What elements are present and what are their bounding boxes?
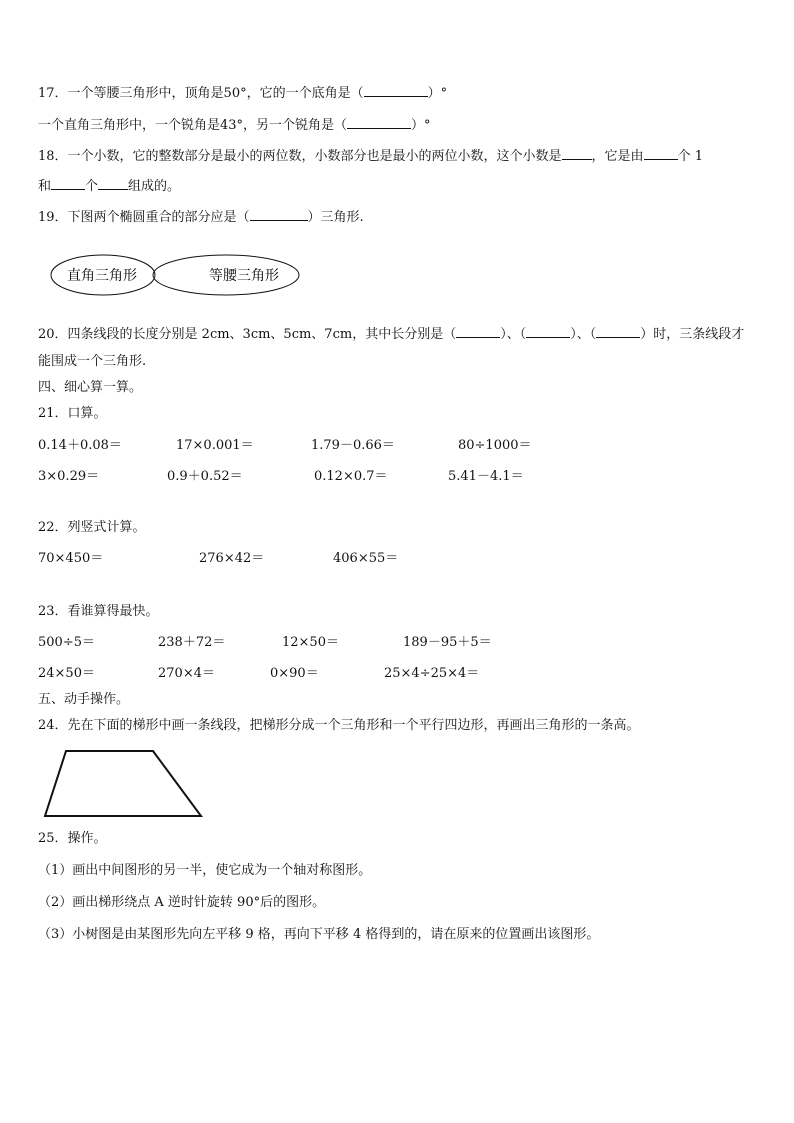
q25-step-2: （2）画出梯形绕点 A 逆时针旋转 90°后的图形。 <box>38 895 326 910</box>
q18-text-f: 组成的。 <box>128 179 181 194</box>
q21-item-1: 0.14＋0.08＝ <box>38 438 122 453</box>
q21-item-5: 3×0.29＝ <box>38 469 100 484</box>
trapezoid-shape[interactable] <box>45 751 201 816</box>
q19-text-a: 19．下图两个椭圆重合的部分应是（ <box>38 210 250 225</box>
q23-item-3: 12×50＝ <box>282 635 339 650</box>
q23-title: 23．看谁算得最快。 <box>38 604 159 619</box>
q20-text-d: ）时，三条线段才 <box>640 327 745 342</box>
q20-blank-1[interactable] <box>456 325 500 338</box>
q17-text-d: ）° <box>411 118 431 133</box>
q24-text: 24．先在下面的梯形中画一条线段，把梯形分成一个三角形和一个平行四边形，再画出三角形的一条高。 <box>38 718 640 733</box>
q20-line-2: 能围成一个三角形. <box>38 354 147 369</box>
q21-item-4: 80÷1000＝ <box>458 438 532 453</box>
q23-item-7: 0×90＝ <box>270 666 319 681</box>
q22-item-1: 70×450＝ <box>38 551 104 566</box>
q17-text-c: 一个直角三角形中，一个锐角是43°，另一个锐角是（ <box>38 118 348 133</box>
q21-item-2: 17×0.001＝ <box>176 438 254 453</box>
venn-left-label: 直角三角形 <box>67 268 137 284</box>
q20-blank-3[interactable] <box>596 325 640 338</box>
q21-item-7: 0.12×0.7＝ <box>314 469 388 484</box>
q18-text-d: 和 <box>38 179 52 194</box>
q20-line-1 <box>38 325 744 343</box>
q20-text-a: 20．四条线段的长度分别是 2cm、3cm、5cm、7cm，其中长分别是（ <box>38 327 457 342</box>
q25-step-1: （1）画出中间图形的另一半，使它成为一个轴对称图形。 <box>38 863 372 878</box>
q18-text-b: ，它是由 <box>591 149 644 164</box>
q23-item-8: 25×4÷25×4＝ <box>384 666 480 681</box>
q22-title: 22．列竖式计算。 <box>38 520 146 535</box>
q22-item-2: 276×42＝ <box>199 551 265 566</box>
venn-right-label: 等腰三角形 <box>209 268 279 284</box>
q20-text-c: ）、（ <box>570 327 597 342</box>
q18-text-e: 个 <box>85 179 99 194</box>
q18-text-c: 个 1 <box>677 149 703 164</box>
q25-title: 25．操作。 <box>38 831 107 846</box>
q18-text-a: 18．一个小数，它的整数部分是最小的两位数，小数部分也是最小的两位小数，这个小数是 <box>38 149 562 164</box>
q17-text-b: ）° <box>427 86 448 101</box>
q20-text-b: ）、（ <box>500 327 527 342</box>
q17-text-a: 17．一个等腰三角形中，顶角是50°，它的一个底角是（ <box>38 86 364 101</box>
q21-item-6: 0.9＋0.52＝ <box>167 469 243 484</box>
q23-item-1: 500÷5＝ <box>38 635 95 650</box>
q23-item-6: 270×4＝ <box>158 666 215 681</box>
q21-item-8: 5.41－4.1＝ <box>448 469 524 484</box>
q23-item-2: 238＋72＝ <box>158 635 226 650</box>
q21-item-3: 1.79－0.66＝ <box>311 438 395 453</box>
q23-item-5: 24×50＝ <box>38 666 95 681</box>
section-5-heading: 五、动手操作。 <box>38 692 130 707</box>
q19-text-b: ）三角形. <box>307 210 364 225</box>
q25-step-3: （3）小树图是由某图形先向左平移 9 格，再向下平移 4 格得到的，请在原来的位置画出该图形。 <box>38 927 600 942</box>
q22-item-3: 406×55＝ <box>333 551 399 566</box>
q20-blank-2[interactable] <box>526 325 570 338</box>
section-4-heading: 四、细心算一算。 <box>38 380 143 395</box>
q23-item-4: 189－95＋5＝ <box>403 635 492 650</box>
q21-title: 21．口算。 <box>38 406 107 421</box>
